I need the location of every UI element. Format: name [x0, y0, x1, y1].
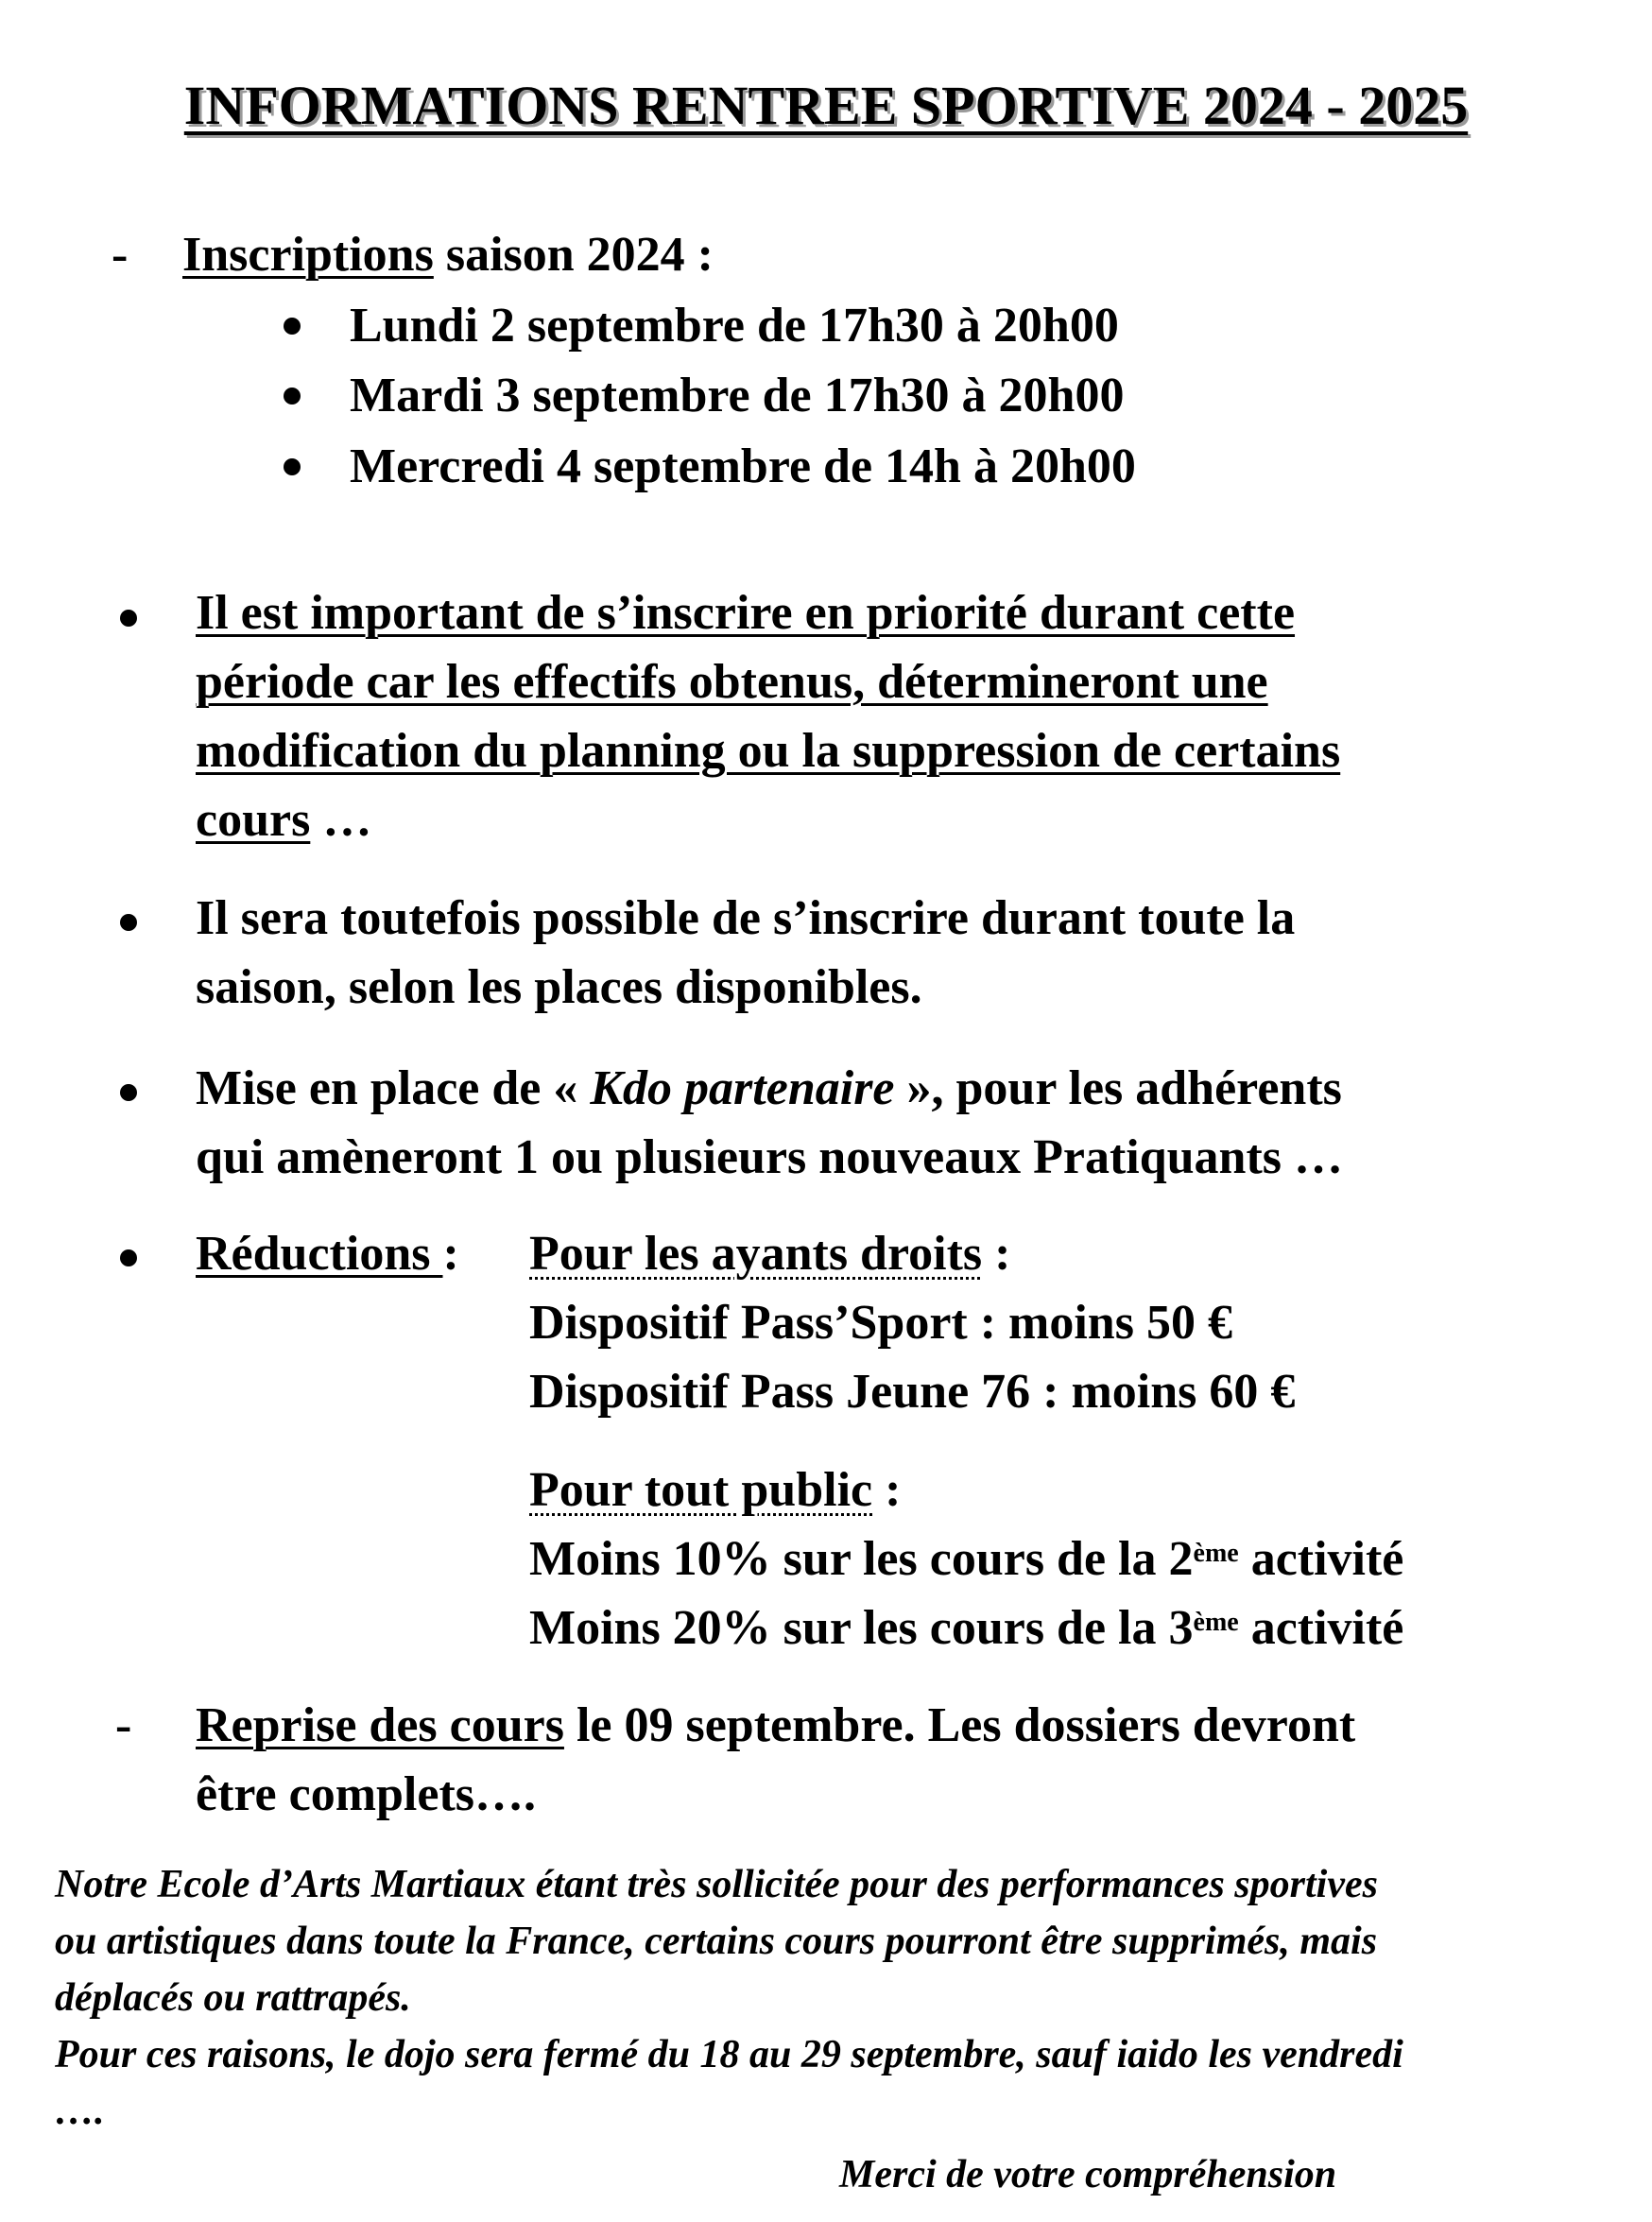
bullet-icon — [120, 610, 137, 627]
important-last-underlined: cours — [196, 793, 311, 847]
note-line: ou artistiques dans toute la France, certains cours pourront être supprimés, mais — [55, 1920, 1378, 1963]
inscriptions-suffix: saison 2024 : — [433, 228, 714, 282]
toutefois-line: saison, selon les places disponibles. — [196, 960, 922, 1014]
note-line: …. — [55, 2090, 105, 2133]
note-line: déplacés ou rattrapés. — [55, 1976, 411, 2020]
reductions-label-wrap — [196, 1219, 459, 1289]
bullet-icon — [284, 318, 301, 335]
reprise-line2: être complets…. — [196, 1767, 537, 1821]
ayants-item: Dispositif Pass’Sport : moins 50 € — [529, 1296, 1232, 1350]
inscription-date: Mardi 3 septembre de 17h30 à 20h00 — [350, 369, 1125, 422]
kdo-italic: Kdo partenaire — [590, 1061, 895, 1115]
important-line: Il est important de s’inscrire en priorité durant cette — [196, 586, 1296, 640]
reprise-rest: le 09 septembre. Les dossiers devront — [563, 1698, 1356, 1752]
kdo-line — [196, 1054, 1342, 1124]
important-last-line — [196, 785, 371, 855]
inscriptions-label: Inscriptions — [182, 228, 434, 282]
inscription-date: Lundi 2 septembre de 17h30 à 20h00 — [350, 299, 1119, 353]
note-line: Pour ces raisons, le dojo sera fermé du 18 au 29 septembre, sauf iaido les vendredi — [55, 2033, 1403, 2076]
reprise-label: Reprise des cours — [196, 1698, 564, 1752]
ayants-label: Pour les ayants droits — [529, 1227, 983, 1281]
toutefois-line: Il sera toutefois possible de s’inscrire durant toute la — [196, 891, 1296, 945]
bullet-icon — [284, 388, 301, 405]
public-item-after: activité — [1238, 1601, 1404, 1655]
public-colon: : — [872, 1463, 902, 1517]
inscriptions-heading — [182, 220, 714, 290]
public-item-text: Moins 20% sur les cours de la 3 — [529, 1601, 1194, 1655]
bullet-icon — [120, 1084, 137, 1101]
page-title — [0, 68, 1652, 144]
inscription-date: Mercredi 4 septembre de 14h à 20h00 — [350, 439, 1136, 493]
ayants-item: Dispositif Pass Jeune 76 : moins 60 € — [529, 1365, 1296, 1419]
note-line: Notre Ecole d’Arts Martiaux étant très sollicitée pour des performances sportives — [55, 1863, 1378, 1906]
reprise-line — [196, 1691, 1355, 1761]
public-item-sup: ème — [1193, 1608, 1239, 1637]
kdo-line2: qui amèneront 1 ou plusieurs nouveaux Pratiquants … — [196, 1130, 1344, 1184]
important-line: modification du planning ou la suppression de certains — [196, 724, 1341, 778]
kdo-prefix: Mise en place de « — [196, 1061, 591, 1115]
ayants-heading — [529, 1219, 1010, 1289]
reductions-colon: : — [442, 1227, 459, 1281]
bullet-icon — [120, 1249, 137, 1266]
public-label: Pour tout public — [529, 1463, 873, 1517]
public-item — [529, 1524, 1403, 1594]
reprise-dash: - — [115, 1698, 132, 1752]
public-item-text: Moins 10% sur les cours de la 2 — [529, 1532, 1194, 1586]
ayants-colon: : — [982, 1227, 1011, 1281]
thanks-line: Merci de votre compréhension — [839, 2153, 1337, 2196]
kdo-suffix: », pour les adhérents — [894, 1061, 1342, 1115]
public-item-sup: ème — [1193, 1539, 1239, 1568]
bullet-icon — [284, 458, 301, 475]
bullet-icon — [120, 914, 137, 931]
important-last-rest: … — [310, 793, 372, 847]
public-item — [529, 1593, 1403, 1663]
reductions-label: Réductions — [196, 1227, 443, 1281]
title-text: INFORMATIONS RENTREE SPORTIVE 2024 - 2025 — [183, 75, 1469, 136]
public-heading — [529, 1455, 901, 1525]
public-item-after: activité — [1238, 1532, 1404, 1586]
inscriptions-dash: - — [112, 228, 129, 282]
important-line: période car les effectifs obtenus, détermineront une — [196, 655, 1268, 709]
